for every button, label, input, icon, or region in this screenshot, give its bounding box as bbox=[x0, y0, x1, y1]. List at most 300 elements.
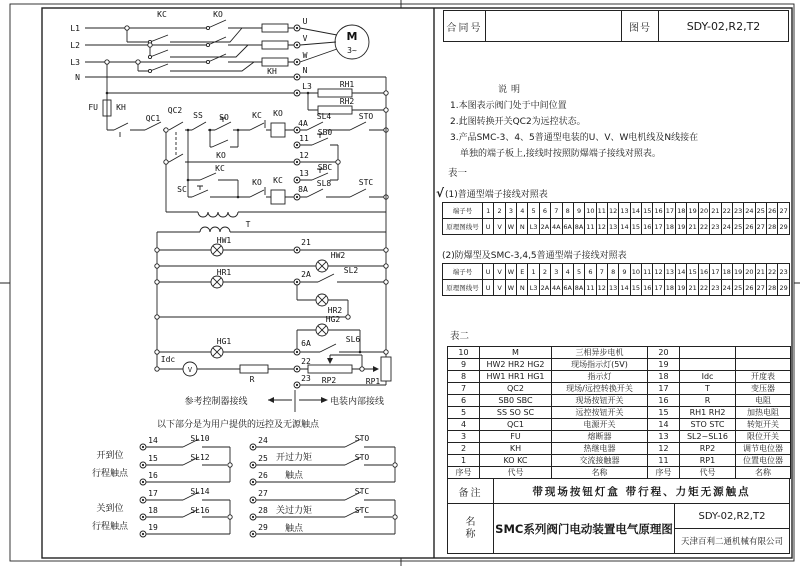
table-cell: 12 bbox=[596, 219, 607, 235]
table-cell: 电源开关 bbox=[552, 419, 648, 431]
table-cell: 22 bbox=[698, 219, 709, 235]
table-cell: 指示灯 bbox=[552, 371, 648, 383]
table-row bbox=[448, 455, 791, 467]
label-ko-coil: KO bbox=[273, 109, 283, 118]
label-hw1: HW1 bbox=[216, 236, 232, 245]
drawing-no-value: SDY-02,R2,T2 bbox=[686, 19, 761, 33]
table-cell: 4A bbox=[551, 219, 562, 235]
table-cell: 6A bbox=[562, 219, 573, 235]
table-cell: 16 bbox=[648, 395, 680, 407]
group-open-travel-label-2: 行程触点 bbox=[91, 469, 129, 479]
table-cell: N bbox=[517, 280, 528, 296]
terminal-table-exproof bbox=[442, 263, 790, 296]
table-cell: 3 bbox=[551, 264, 562, 280]
table-cell: KO KC bbox=[480, 455, 552, 467]
table-cell: 1 bbox=[528, 264, 539, 280]
label-term-21: 21 bbox=[301, 238, 311, 247]
table-cell: 22 bbox=[766, 264, 777, 280]
table-cell: 28 bbox=[766, 280, 777, 296]
table-cell: 14 bbox=[619, 219, 630, 235]
component-table bbox=[447, 346, 791, 479]
table-cell: 6 bbox=[585, 264, 596, 280]
title-strip bbox=[443, 10, 789, 42]
table-cell: 代号 bbox=[480, 467, 552, 479]
divider-right-label: 电装内部接线 bbox=[329, 397, 385, 407]
table-cell: 8 bbox=[448, 371, 480, 383]
table-cell: 名称 bbox=[552, 467, 648, 479]
label-hg1: HG1 bbox=[216, 337, 232, 346]
contract-no-value bbox=[486, 11, 622, 41]
table2-caption: (2)防爆型及SMC-3,4,5普通型端子接线对照表 bbox=[442, 251, 627, 261]
table-cell: 26 bbox=[744, 219, 755, 235]
table-cell: 15 bbox=[642, 203, 653, 219]
table-cell: 端子号 bbox=[443, 264, 483, 280]
label-so: SO bbox=[219, 113, 229, 122]
table-cell: V bbox=[494, 219, 505, 235]
table-cell: 19 bbox=[676, 280, 687, 296]
user-contacts-note: 以下部分是为用户提供的远控及无源触点 bbox=[157, 420, 320, 430]
table-cell: 21 bbox=[687, 280, 698, 296]
table-cell: 27 bbox=[778, 203, 790, 219]
label-stc-2: STC bbox=[354, 487, 370, 496]
table-cell: 8A bbox=[573, 280, 584, 296]
label-l2: L2 bbox=[70, 41, 80, 50]
label-term-13: 13 bbox=[299, 169, 309, 178]
label-kh-heater: KH bbox=[267, 67, 277, 76]
table-cell: 18 bbox=[721, 264, 732, 280]
table-cell: 11 bbox=[642, 264, 653, 280]
table-row bbox=[448, 419, 791, 431]
table-row bbox=[448, 359, 791, 371]
table-cell: 远控按钮开关 bbox=[552, 407, 648, 419]
label-sl2: SL2 bbox=[343, 266, 359, 275]
table-cell: 19 bbox=[648, 359, 680, 371]
label-sl4: SL4 bbox=[316, 112, 332, 121]
table-cell: 2 bbox=[448, 443, 480, 455]
component-table-label: 表二 bbox=[450, 331, 470, 342]
name-label bbox=[448, 504, 494, 553]
label-kc: KC bbox=[157, 10, 167, 19]
table-cell: 15 bbox=[630, 280, 641, 296]
table1-caption bbox=[436, 186, 548, 200]
table-cell: 序号 bbox=[648, 467, 680, 479]
table-cell: 2A bbox=[539, 280, 550, 296]
label-l1: L1 bbox=[70, 24, 80, 33]
table-cell: 6 bbox=[448, 395, 480, 407]
table-cell: U bbox=[483, 280, 494, 296]
table-cell: 17 bbox=[664, 203, 675, 219]
label-kc-hold: KC bbox=[215, 164, 225, 173]
table-cell: 15 bbox=[687, 264, 698, 280]
table1-area-label: 表一 bbox=[448, 168, 468, 179]
label-term-u: U bbox=[302, 17, 308, 26]
table-cell: 8 bbox=[562, 203, 573, 219]
label-term-15: 15 bbox=[148, 454, 158, 463]
label-term-18: 18 bbox=[148, 506, 158, 515]
table-cell: 3 bbox=[448, 431, 480, 443]
table-row bbox=[448, 347, 791, 359]
label-term-n: N bbox=[302, 66, 308, 75]
table-cell: 11 bbox=[648, 455, 680, 467]
table-cell: 现场/远控转换开关 bbox=[552, 383, 648, 395]
table-cell: 5 bbox=[448, 407, 480, 419]
name-label-top: 名 bbox=[465, 516, 476, 528]
label-hr2: HR2 bbox=[327, 306, 343, 315]
label-sto-3: STO bbox=[354, 453, 370, 462]
table-cell: 7 bbox=[448, 383, 480, 395]
table-cell: U bbox=[483, 219, 494, 235]
name-block bbox=[447, 503, 790, 554]
table-cell: 13 bbox=[664, 264, 675, 280]
table-cell: W bbox=[505, 264, 516, 280]
table-cell: 17 bbox=[653, 280, 664, 296]
company-name: 天津百利二通机械有限公司 bbox=[680, 537, 783, 547]
group-close-torque-label-2: 触点 bbox=[284, 524, 304, 534]
table-cell: 29 bbox=[778, 280, 790, 296]
table-cell: 19 bbox=[732, 264, 743, 280]
table-cell: 25 bbox=[732, 280, 743, 296]
table-cell: 位置电位器 bbox=[736, 455, 791, 467]
table-cell: KH bbox=[480, 443, 552, 455]
table-cell: 变压器 bbox=[736, 383, 791, 395]
table-cell: 23 bbox=[710, 280, 721, 296]
table-cell: 17 bbox=[653, 219, 664, 235]
table-cell: 20 bbox=[744, 264, 755, 280]
table-row bbox=[448, 443, 791, 455]
table-cell: 14 bbox=[676, 264, 687, 280]
table-cell: 7 bbox=[551, 203, 562, 219]
table-cell: 端子号 bbox=[443, 203, 483, 219]
table-cell: 17 bbox=[648, 383, 680, 395]
table-cell: 5 bbox=[573, 264, 584, 280]
power-circuit bbox=[85, 20, 386, 130]
label-rp2: RP2 bbox=[321, 376, 337, 385]
label-sl8: SL8 bbox=[316, 179, 332, 188]
note-line-2: 2.此图转换开关QC2为远控状态。 bbox=[450, 117, 586, 127]
table-cell: 20 bbox=[698, 203, 709, 219]
label-rh1: RH1 bbox=[339, 80, 355, 89]
label-sbc: SBC bbox=[317, 163, 333, 172]
label-hr1: HR1 bbox=[216, 268, 232, 277]
sheet-title: SMC系列阀门电动装置电气原理图 bbox=[494, 504, 675, 553]
table-cell: 原理图线号 bbox=[443, 219, 483, 235]
table-cell: 22 bbox=[698, 280, 709, 296]
table-cell: 17 bbox=[710, 264, 721, 280]
label-term-6a: 6A bbox=[301, 339, 311, 348]
table-row bbox=[448, 395, 791, 407]
table-cell: 14 bbox=[619, 280, 630, 296]
table-cell: RP1 bbox=[680, 455, 736, 467]
table-cell bbox=[680, 347, 736, 359]
table-cell: 限位开关 bbox=[736, 431, 791, 443]
table-cell: 现场指示灯(5V) bbox=[552, 359, 648, 371]
table-cell: 19 bbox=[687, 203, 698, 219]
table-cell: 21 bbox=[755, 264, 766, 280]
table-cell: 12 bbox=[607, 203, 618, 219]
label-term-8a: 8A bbox=[298, 185, 308, 194]
label-term-22: 22 bbox=[301, 357, 311, 366]
table-cell: 10 bbox=[630, 264, 641, 280]
table-cell: 7 bbox=[596, 264, 607, 280]
table-cell: 11 bbox=[596, 203, 607, 219]
table-row bbox=[443, 280, 790, 296]
table-cell: 27 bbox=[755, 280, 766, 296]
table-cell: RH1 RH2 bbox=[680, 407, 736, 419]
label-l3: L3 bbox=[70, 58, 80, 67]
label-transformer: T bbox=[245, 220, 251, 229]
table-row bbox=[443, 219, 790, 235]
drawing-no-label: 图号 bbox=[622, 11, 659, 41]
table-cell: 加热电阻 bbox=[736, 407, 791, 419]
table-cell: 6 bbox=[539, 203, 550, 219]
remarks-label: 备注 bbox=[448, 479, 494, 503]
table-cell: 14 bbox=[630, 203, 641, 219]
table-cell: 24 bbox=[721, 219, 732, 235]
notes-heading: 说明 bbox=[498, 85, 525, 95]
table-cell: 14 bbox=[648, 419, 680, 431]
label-term-11: 11 bbox=[299, 134, 309, 143]
table-cell: 26 bbox=[766, 203, 777, 219]
table-cell: 12 bbox=[596, 280, 607, 296]
table-cell: U bbox=[483, 264, 494, 280]
table-cell: 23 bbox=[710, 219, 721, 235]
table-cell: 15 bbox=[630, 219, 641, 235]
label-ko-nc: KO bbox=[252, 178, 262, 187]
label-qc2: QC2 bbox=[167, 106, 183, 115]
voltmeter-icon: V bbox=[187, 366, 193, 374]
table-cell: 18 bbox=[676, 203, 687, 219]
label-sl16: SL16 bbox=[190, 506, 210, 515]
table-cell: 名称 bbox=[736, 467, 791, 479]
table-cell: 1 bbox=[448, 455, 480, 467]
table-row bbox=[443, 203, 790, 219]
contract-no-label: 合同号 bbox=[444, 11, 486, 41]
label-sl14: SL14 bbox=[190, 487, 210, 496]
label-stc-1: STC bbox=[358, 178, 374, 187]
label-sto-1: STO bbox=[358, 112, 374, 121]
table1-caption-text: (1)普通型端子接线对照表 bbox=[445, 190, 548, 200]
label-term-19: 19 bbox=[148, 523, 158, 532]
table-cell: 原理图线号 bbox=[443, 280, 483, 296]
table-cell: W bbox=[505, 280, 516, 296]
table-cell: 12 bbox=[653, 264, 664, 280]
table-cell: 4 bbox=[562, 264, 573, 280]
remarks-row bbox=[447, 478, 790, 504]
table-cell: 8 bbox=[607, 264, 618, 280]
table-row bbox=[448, 371, 791, 383]
label-term-25: 25 bbox=[258, 454, 268, 463]
label-kc-nc: KC bbox=[252, 111, 262, 120]
drawing-number: SDY-02,R2,T2 bbox=[675, 504, 789, 529]
label-n: N bbox=[75, 73, 80, 82]
label-sl12: SL12 bbox=[190, 453, 210, 462]
table-cell: 9 bbox=[448, 359, 480, 371]
table-cell: R bbox=[680, 395, 736, 407]
label-sb0: SB0 bbox=[317, 128, 333, 137]
table-cell: 3 bbox=[505, 203, 516, 219]
table-cell: 29 bbox=[778, 219, 790, 235]
table-cell: QC1 bbox=[480, 419, 552, 431]
label-ko: KO bbox=[213, 10, 223, 19]
table-cell: E bbox=[517, 264, 528, 280]
table-cell: 4 bbox=[448, 419, 480, 431]
table-cell: QC2 bbox=[480, 383, 552, 395]
table-cell: 9 bbox=[573, 203, 584, 219]
table-cell: 13 bbox=[648, 431, 680, 443]
table-cell: 18 bbox=[664, 280, 675, 296]
table-cell bbox=[680, 359, 736, 371]
label-r: R bbox=[249, 375, 255, 384]
note-line-4: 单独的端子板上,接线时按照防爆端子接线对照表。 bbox=[460, 149, 661, 159]
table-cell: T bbox=[680, 383, 736, 395]
table-cell: 19 bbox=[676, 219, 687, 235]
table-cell: 13 bbox=[607, 280, 618, 296]
table-cell: 11 bbox=[585, 219, 596, 235]
table-cell: 22 bbox=[721, 203, 732, 219]
table-cell: 26 bbox=[744, 280, 755, 296]
table-cell: 三相异步电机 bbox=[552, 347, 648, 359]
table-cell: 2 bbox=[539, 264, 550, 280]
table-cell: 23 bbox=[732, 203, 743, 219]
table-cell: 2 bbox=[494, 203, 505, 219]
table-cell: 18 bbox=[648, 371, 680, 383]
table-cell: 18 bbox=[664, 219, 675, 235]
table-cell: 16 bbox=[653, 203, 664, 219]
table-row bbox=[448, 383, 791, 395]
table-cell bbox=[736, 347, 791, 359]
label-term-16: 16 bbox=[148, 471, 158, 480]
table-cell: 5 bbox=[528, 203, 539, 219]
table-cell: 4 bbox=[517, 203, 528, 219]
table-cell: 现场按钮开关 bbox=[552, 395, 648, 407]
table-cell: 6A bbox=[562, 280, 573, 296]
label-rh2: RH2 bbox=[339, 97, 355, 106]
table-cell: 8A bbox=[573, 219, 584, 235]
table-cell: HW1 HR1 HG1 bbox=[480, 371, 552, 383]
table-cell: V bbox=[494, 264, 505, 280]
label-term-17: 17 bbox=[148, 489, 158, 498]
table-cell: 9 bbox=[619, 264, 630, 280]
label-sc: SC bbox=[177, 185, 187, 194]
table-cell: 28 bbox=[766, 219, 777, 235]
label-term-28: 28 bbox=[258, 506, 268, 515]
label-term-24: 24 bbox=[258, 436, 268, 445]
table-cell: 开度表 bbox=[736, 371, 791, 383]
table-cell: 代号 bbox=[680, 467, 736, 479]
label-motor-phase: 3~ bbox=[347, 46, 357, 55]
table-cell: 4A bbox=[551, 280, 562, 296]
table-cell: 10 bbox=[585, 203, 596, 219]
table-cell: HW2 HR2 HG2 bbox=[480, 359, 552, 371]
check-mark-icon: √ bbox=[436, 186, 445, 200]
label-stc-3: STC bbox=[354, 506, 370, 515]
table-cell: 10 bbox=[448, 347, 480, 359]
table-cell: 11 bbox=[585, 280, 596, 296]
table-cell: L3 bbox=[528, 219, 539, 235]
label-idc: Idc bbox=[160, 355, 176, 364]
table-cell: 27 bbox=[755, 219, 766, 235]
table-cell: 2A bbox=[539, 219, 550, 235]
remarks-text: 带现场按钮灯盒 带行程、力矩无源触点 bbox=[532, 485, 751, 498]
table-cell: L3 bbox=[528, 280, 539, 296]
table-cell: N bbox=[517, 219, 528, 235]
label-term-4a: 4A bbox=[298, 119, 308, 128]
table-cell: SL2~SL16 bbox=[680, 431, 736, 443]
table-cell: M bbox=[480, 347, 552, 359]
group-open-torque-label-2: 触点 bbox=[284, 471, 304, 481]
label-term-2a: 2A bbox=[301, 270, 311, 279]
name-label-bottom: 称 bbox=[465, 528, 476, 540]
label-term-14: 14 bbox=[148, 436, 158, 445]
label-term-l3: L3 bbox=[302, 82, 312, 91]
table-cell: 16 bbox=[698, 264, 709, 280]
notes bbox=[450, 82, 790, 162]
table-cell: 调节电位器 bbox=[736, 443, 791, 455]
label-rp1: RP1 bbox=[365, 377, 381, 386]
table-cell: 熔断器 bbox=[552, 431, 648, 443]
table-cell: 转矩开关 bbox=[736, 419, 791, 431]
group-open-travel-label-1: 开到位 bbox=[96, 451, 124, 461]
label-hw2: HW2 bbox=[330, 251, 346, 260]
label-term-26: 26 bbox=[258, 471, 268, 480]
label-term-w: W bbox=[302, 51, 308, 60]
note-line-3: 3.产品SMC-3、4、5普通型电装的U、V、W电机线及N线接在 bbox=[450, 133, 699, 143]
label-term-12: 12 bbox=[299, 151, 309, 160]
label-ss: SS bbox=[193, 111, 203, 120]
label-hg2: HG2 bbox=[325, 315, 341, 324]
label-motor: M bbox=[346, 30, 358, 43]
label-qc1: QC1 bbox=[145, 114, 161, 123]
table-row bbox=[448, 467, 791, 479]
table-cell: 25 bbox=[732, 219, 743, 235]
control-circuit bbox=[107, 118, 388, 212]
label-ko-hold: KO bbox=[216, 151, 226, 160]
table-cell: 12 bbox=[648, 443, 680, 455]
table-cell: 交流接触器 bbox=[552, 455, 648, 467]
table-cell: 13 bbox=[619, 203, 630, 219]
table-cell: 24 bbox=[721, 280, 732, 296]
table-cell: STO STC bbox=[680, 419, 736, 431]
label-term-27: 27 bbox=[258, 489, 268, 498]
table-row bbox=[448, 431, 791, 443]
divider-left-label: 参考控制器接线 bbox=[184, 397, 248, 407]
label-kh-contact: KH bbox=[116, 103, 126, 112]
table-row bbox=[443, 264, 790, 280]
table-cell: 16 bbox=[642, 280, 653, 296]
note-line-1: 1.本图表示阀门处于中间位置 bbox=[450, 101, 567, 111]
table-cell: W bbox=[505, 219, 516, 235]
table-cell: 电阻 bbox=[736, 395, 791, 407]
table-cell: V bbox=[494, 280, 505, 296]
table-cell: 25 bbox=[755, 203, 766, 219]
table-cell: 16 bbox=[642, 219, 653, 235]
group-open-torque-label-1: 开过力矩 bbox=[275, 453, 313, 463]
group-close-travel-label-1: 关到位 bbox=[96, 504, 124, 514]
table-row bbox=[448, 407, 791, 419]
label-sto-2: STO bbox=[354, 434, 370, 443]
table-cell: FU bbox=[480, 431, 552, 443]
group-close-torque-label-1: 关过力矩 bbox=[275, 506, 313, 516]
table-cell: 24 bbox=[744, 203, 755, 219]
table-cell: SS SO SC bbox=[480, 407, 552, 419]
group-close-travel-label-2: 行程触点 bbox=[91, 522, 129, 532]
label-term-23: 23 bbox=[301, 374, 311, 383]
label-kc-coil: KC bbox=[273, 176, 283, 185]
table-cell: 20 bbox=[648, 347, 680, 359]
label-term-29: 29 bbox=[258, 523, 268, 532]
table-cell: 1 bbox=[483, 203, 494, 219]
table-cell: Idc bbox=[680, 371, 736, 383]
